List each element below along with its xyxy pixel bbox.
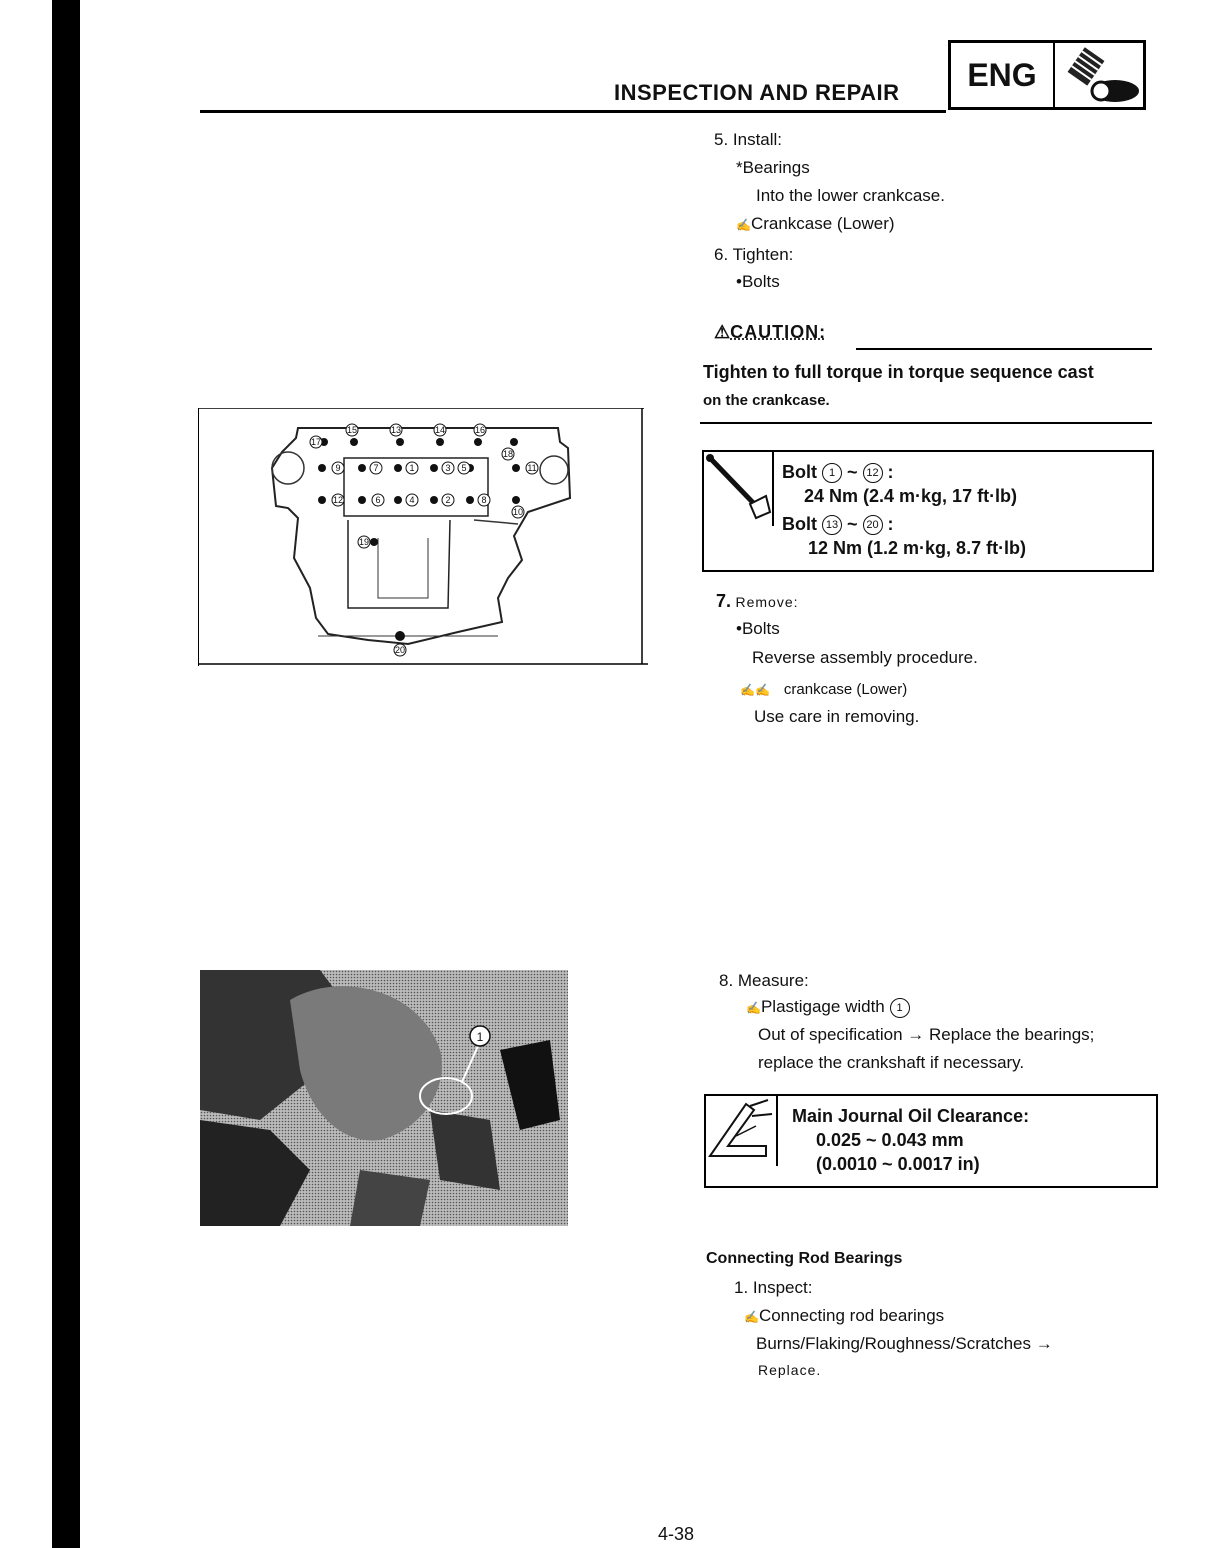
bolt-number-3: 3 bbox=[445, 463, 451, 473]
bolt-number-1: 1 bbox=[409, 463, 415, 473]
step5-note: Into the lower crankcase. bbox=[756, 186, 945, 205]
bolt-number-13: 13 bbox=[390, 425, 402, 435]
step8-label: 8. Measure: bbox=[719, 971, 809, 990]
engine-icon bbox=[1057, 47, 1143, 105]
step7-note2: Use care in removing. bbox=[754, 707, 920, 726]
bolt-number-8: 8 bbox=[481, 495, 487, 505]
bolt-a-range: Bolt 1 ~ 12 : bbox=[782, 462, 894, 482]
pen-marker-icon: ✍ bbox=[744, 1310, 759, 1324]
clearance-spec-box bbox=[704, 1094, 1158, 1188]
step5-target: ✍Crankcase (Lower) bbox=[736, 214, 895, 233]
crankcase-bolt-diagram bbox=[198, 408, 648, 666]
step6-label: 6. Tighten: bbox=[714, 245, 794, 264]
bolt-b-range: Bolt 13 ~ 20 : bbox=[782, 514, 894, 534]
clearance-value-mm: 0.025 ~ 0.043 mm bbox=[816, 1130, 964, 1150]
caution-line-1: Tighten to full torque in torque sequence cast bbox=[703, 362, 1094, 382]
section-badge bbox=[948, 40, 1146, 110]
caliper-icon bbox=[706, 1096, 778, 1166]
header-rule bbox=[200, 110, 946, 113]
bolt-number-4: 4 bbox=[409, 495, 415, 505]
bolt-a-torque: 24 Nm (2.4 m·kg, 17 ft·lb) bbox=[804, 486, 1018, 506]
bolt-number-11: 11 bbox=[527, 463, 537, 473]
step8-note-2: replace the crankshaft if necessary. bbox=[758, 1053, 1025, 1072]
bolt-number-6: 6 bbox=[375, 495, 381, 505]
page-title: INSPECTION AND REPAIR bbox=[614, 80, 900, 105]
step7-target: ✍✍ crankcase (Lower) bbox=[740, 681, 908, 698]
bolt-number-5: 5 bbox=[461, 463, 467, 473]
step5-item: *Bearings bbox=[736, 158, 810, 177]
torque-spec-box bbox=[702, 450, 1154, 572]
page-number: 4-38 bbox=[658, 1524, 695, 1544]
bolt-number-20: 20 bbox=[394, 645, 406, 655]
step8-item: ✍Plastigage width 1 bbox=[746, 997, 910, 1018]
bolt-number-9: 9 bbox=[335, 463, 341, 473]
pen-marker-icon: ✍✍ bbox=[740, 683, 770, 697]
section-badge-label: ENG bbox=[951, 43, 1055, 107]
rod-bearings-note: Burns/Flaking/Roughness/Scratches → bbox=[756, 1334, 1053, 1353]
plastigage-photo bbox=[200, 970, 568, 1226]
step8-note-1: Out of specification → Replace the bearings; bbox=[758, 1025, 1095, 1044]
bolt-number-12: 12 bbox=[332, 495, 344, 505]
bolt-number-10: 10 bbox=[512, 507, 524, 517]
rod-bearings-label: 1. Inspect: bbox=[734, 1278, 813, 1297]
bolt-number-18: 18 bbox=[502, 449, 514, 459]
torque-wrench-icon bbox=[704, 452, 774, 526]
caution-rule bbox=[856, 348, 1152, 350]
bolt-number-16: 16 bbox=[474, 425, 486, 435]
binding-bar bbox=[52, 0, 80, 1548]
rod-bearings-action: Replace. bbox=[758, 1362, 822, 1378]
bolt-number-15: 15 bbox=[346, 425, 358, 435]
bolt-number-17: 17 bbox=[310, 437, 322, 447]
bolt-number-19: 19 bbox=[358, 537, 370, 547]
clearance-value-in: (0.0010 ~ 0.0017 in) bbox=[816, 1154, 980, 1174]
bolt-number-2: 2 bbox=[445, 495, 451, 505]
pen-marker-icon: ✍ bbox=[746, 1001, 761, 1015]
caution-heading: ⚠CAUTION: bbox=[714, 322, 827, 342]
pen-marker-icon: ✍ bbox=[736, 218, 751, 232]
rod-bearings-item: ✍Connecting rod bearings bbox=[744, 1306, 945, 1325]
step5-label: 5. Install: bbox=[714, 130, 783, 149]
rod-bearings-heading: Connecting Rod Bearings bbox=[706, 1250, 903, 1267]
bolt-b-torque: 12 Nm (1.2 m·kg, 8.7 ft·lb) bbox=[808, 538, 1027, 558]
step6-item: •Bolts bbox=[736, 272, 780, 291]
step7-label: 7. Remove: bbox=[716, 591, 799, 611]
step7-note: Reverse assembly procedure. bbox=[752, 648, 978, 667]
bolt-number-14: 14 bbox=[434, 425, 446, 435]
clearance-title: Main Journal Oil Clearance: bbox=[792, 1106, 1030, 1126]
caution-bottom-rule bbox=[700, 422, 1152, 424]
bolt-number-7: 7 bbox=[373, 463, 379, 473]
step7-item: •Bolts bbox=[736, 619, 780, 638]
photo-callout-1: 1 bbox=[476, 1030, 484, 1044]
caution-line-2: on the crankcase. bbox=[703, 392, 830, 409]
warning-triangle-icon: ⚠ bbox=[714, 322, 731, 342]
